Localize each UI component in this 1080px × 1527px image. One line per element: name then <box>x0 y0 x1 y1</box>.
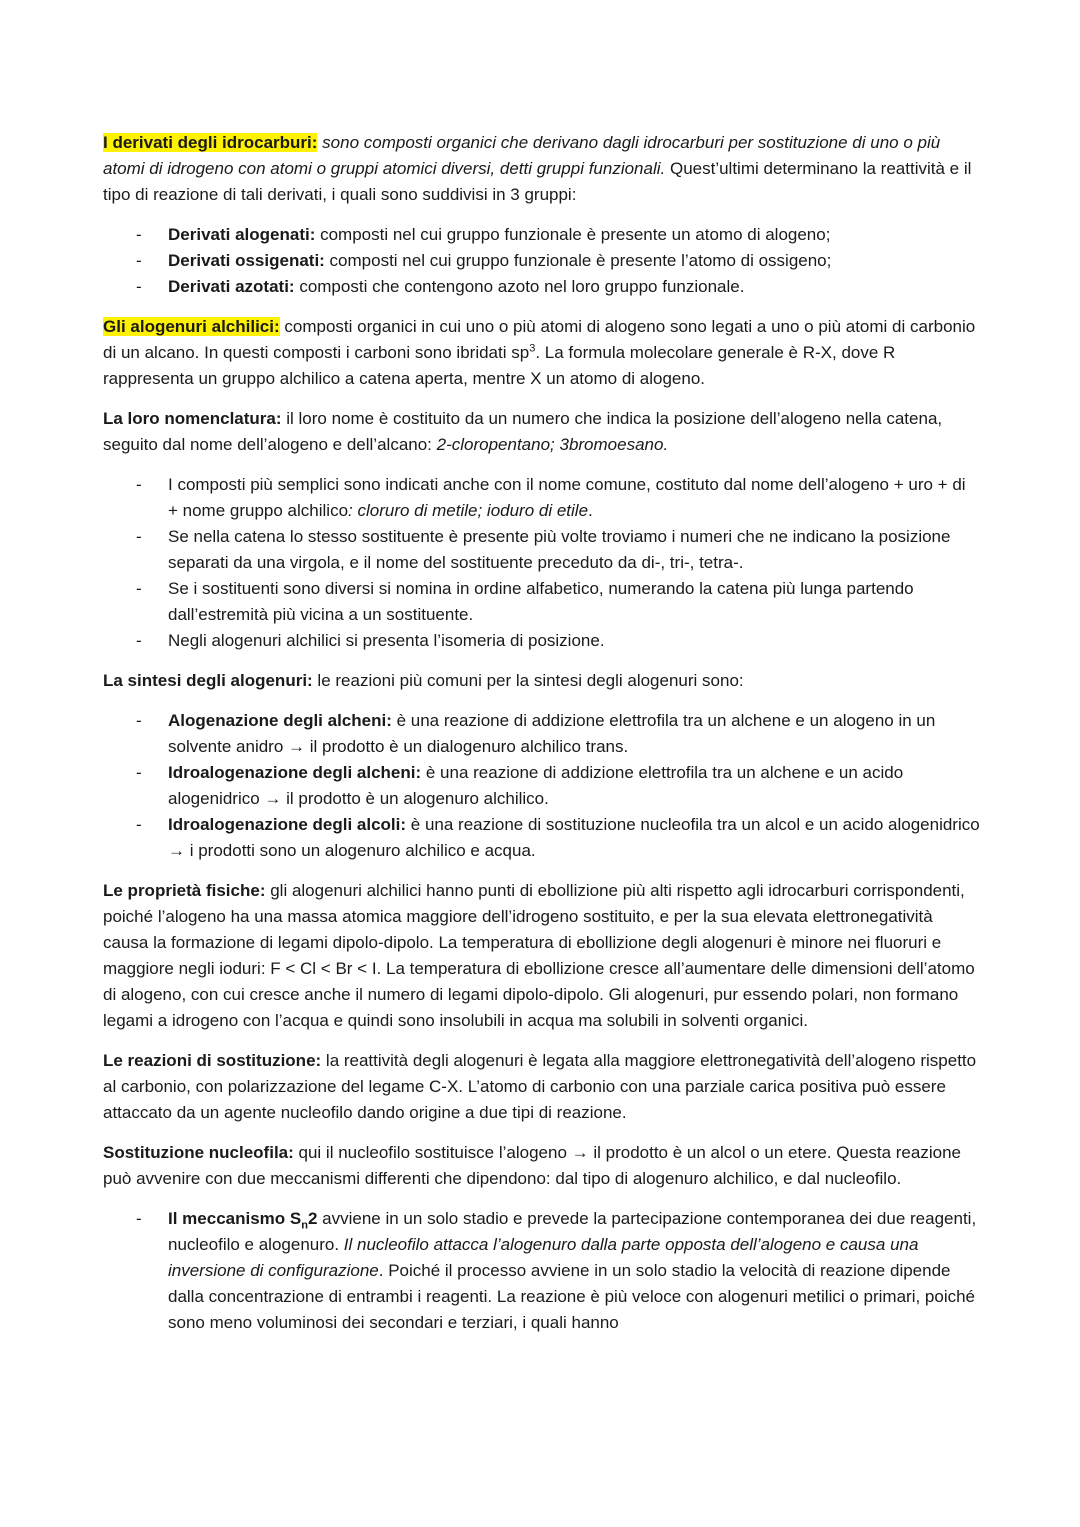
list-item: - Idroalogenazione degli alcoli: è una reazione di sostituzione nucleofila tra un alcol e un acido alogenidrico → i prodotti sono un alogenuro alchilico e acqua. <box>103 812 980 864</box>
list-item: - Derivati alogenati: composti nel cui gruppo funzionale è presente un atomo di alogeno; <box>103 222 980 248</box>
paragraph-alogenuri: Gli alogenuri alchilici: composti organici in cui uno o più atomi di alogeno sono legati a uno o più atomi di carbonio di un alcano. In questi composti i carboni sono ibridati $sp^3$. La formula molecolare generale è R-X, dove R rappresenta un gruppo alchilico a catena aperta, mentre X un atomo di alogeno. <box>103 317 976 388</box>
list-item: - Idroalogenazione degli alcheni: è una reazione di addizione elettrofila tra un alchene e un acido alogenidrico → il prodotto è un alogenuro alchilico. <box>103 760 980 812</box>
heading-proprieta: Le proprietà fisiche: <box>103 881 266 900</box>
arrow-icon: → <box>264 789 282 808</box>
heading-sostituzione: Sostituzione nucleofila: <box>103 1143 294 1162</box>
list-meccanismi <box>103 1206 980 1336</box>
list-item: - Se i sostituenti sono diversi si nomina in ordine alfabetico, numerando la catena più lunga partendo dall’estremità più vicina a un sostituente. <box>103 576 980 628</box>
definition-derivati: sono composti organici che derivano dagli idrocarburi per sostituzione di uno o più atomi di idrogeno con atomi o gruppi atomici diversi, detti gruppi funzionali. <box>103 133 941 178</box>
arrow-icon: → <box>168 841 185 860</box>
paragraph-derivati: I derivati degli idrocarburi: sono composti organici che derivano dagli idrocarburi per sostituzione di uno o più atomi di idrogeno con atomi o gruppi atomici diversi, detti gruppi funzionali. Quest’ultimi determinano la reattività e il tipo di reazione di tali derivati, i quali sono suddivisi in 3 gruppi: <box>103 133 972 204</box>
list-gruppi <box>103 222 980 300</box>
list-sintesi <box>103 708 980 864</box>
list-item: - Negli alogenuri alchilici si presenta l’isomeria di posizione. <box>103 628 980 654</box>
arrow-icon: → <box>288 737 306 756</box>
paragraph-sostituzione: Sostituzione nucleofila: qui il nucleofilo sostituisce l’alogeno → il prodotto è un alcol o un etere. Questa reazione può avvenire con due meccanismi differenti che dipendono: dal tipo di alogenuro alchilico, e dal nucleofilo. <box>103 1143 961 1188</box>
list-item: - Il meccanismo $S_n2$ avviene in un solo stadio e prevede la partecipazione contemporanea dei due reagenti, nucleofilo e alogenuro. Il nucleofilo attacca l’alogenuro dalla parte opposta dell’alogeno e causa una inversione di configurazione. Poiché il processo avviene in un solo stadio la velocità di reazione dipende dalla concentrazione di entrambi i reagenti. La reazione è più veloce con alogenuri metilici o primari, poiché sono meno voluminosi dei secondari e terziari, i quali hanno <box>103 1206 980 1336</box>
paragraph-proprieta: Le proprietà fisiche: gli alogenuri alchilici hanno punti di ebollizione più alti rispetto agli idrocarburi corrispondenti, poiché l’alogeno ha una massa atomica maggiore dell’idrogeno sostituito, e per la sua elevata elettronegatività causa la formazione di legami dipolo-dipolo. La temperatura di ebollizione degli alogenuri è minore nei fluoruri e maggiore negli ioduri: F < Cl < Br < I. La temperatura di ebollizione cresce all’aumentare delle dimensioni dell’atomo di alogeno, con cui cresce anche il numero di legami dipolo-dipolo. Gli alogenuri, pur essendo polari, non formano legami a idrogeno con l’acqua e quindi sono insolubili in acqua ma solubili in solventi organici. <box>103 881 975 1030</box>
list-item: - Derivati ossigenati: composti nel cui gruppo funzionale è presente l’atomo di ossigeno; <box>103 248 980 274</box>
paragraph-nomenclatura: La loro nomenclatura: il loro nome è costituito da un numero che indica la posizione dell’alogeno nella catena, seguito dal nome dell’alogeno e dell’alcano: 2-cloropentano; 3bromoesano. <box>103 409 943 454</box>
list-item: - Alogenazione degli alcheni: è una reazione di addizione elettrofila tra un alchene e un alogeno in un solvente anidro → il prodotto è un dialogenuro alchilico trans. <box>103 708 980 760</box>
list-nomenclatura <box>103 472 980 654</box>
heading-derivati: I derivati degli idrocarburi: <box>103 133 318 152</box>
list-item: - I composti più semplici sono indicati anche con il nome comune, costituto dal nome dell’alogeno + uro + di + nome gruppo alchilico: cloruro di metile; ioduro di etile. <box>103 472 980 524</box>
list-item: - Derivati azotati: composti che contengono azoto nel loro gruppo funzionale. <box>103 274 980 300</box>
heading-sintesi: La sintesi degli alogenuri: <box>103 671 313 690</box>
list-item: - Se nella catena lo stesso sostituente è presente più volte troviamo i numeri che ne indicano la posizione separati da una virgola, e il nome del sostituente preceduto da di-, tri-, tetra-. <box>103 524 980 576</box>
heading-reazioni: Le reazioni di sostituzione: <box>103 1051 322 1070</box>
heading-alogenuri: Gli alogenuri alchilici: <box>103 317 280 336</box>
arrow-icon: → <box>571 1143 589 1162</box>
paragraph-sintesi: La sintesi degli alogenuri: le reazioni più comuni per la sintesi degli alogenuri sono: <box>103 671 744 690</box>
heading-nomenclatura: La loro nomenclatura: <box>103 409 282 428</box>
paragraph-reazioni: Le reazioni di sostituzione: la reattività degli alogenuri è legata alla maggiore elettronegatività dell’alogeno rispetto al carbonio, con polarizzazione del legame C-X. L’atomo di carbonio con una parziale carica positiva può essere attaccato da un agente nucleofilo dando origine a due tipi di reazione. <box>103 1051 977 1122</box>
